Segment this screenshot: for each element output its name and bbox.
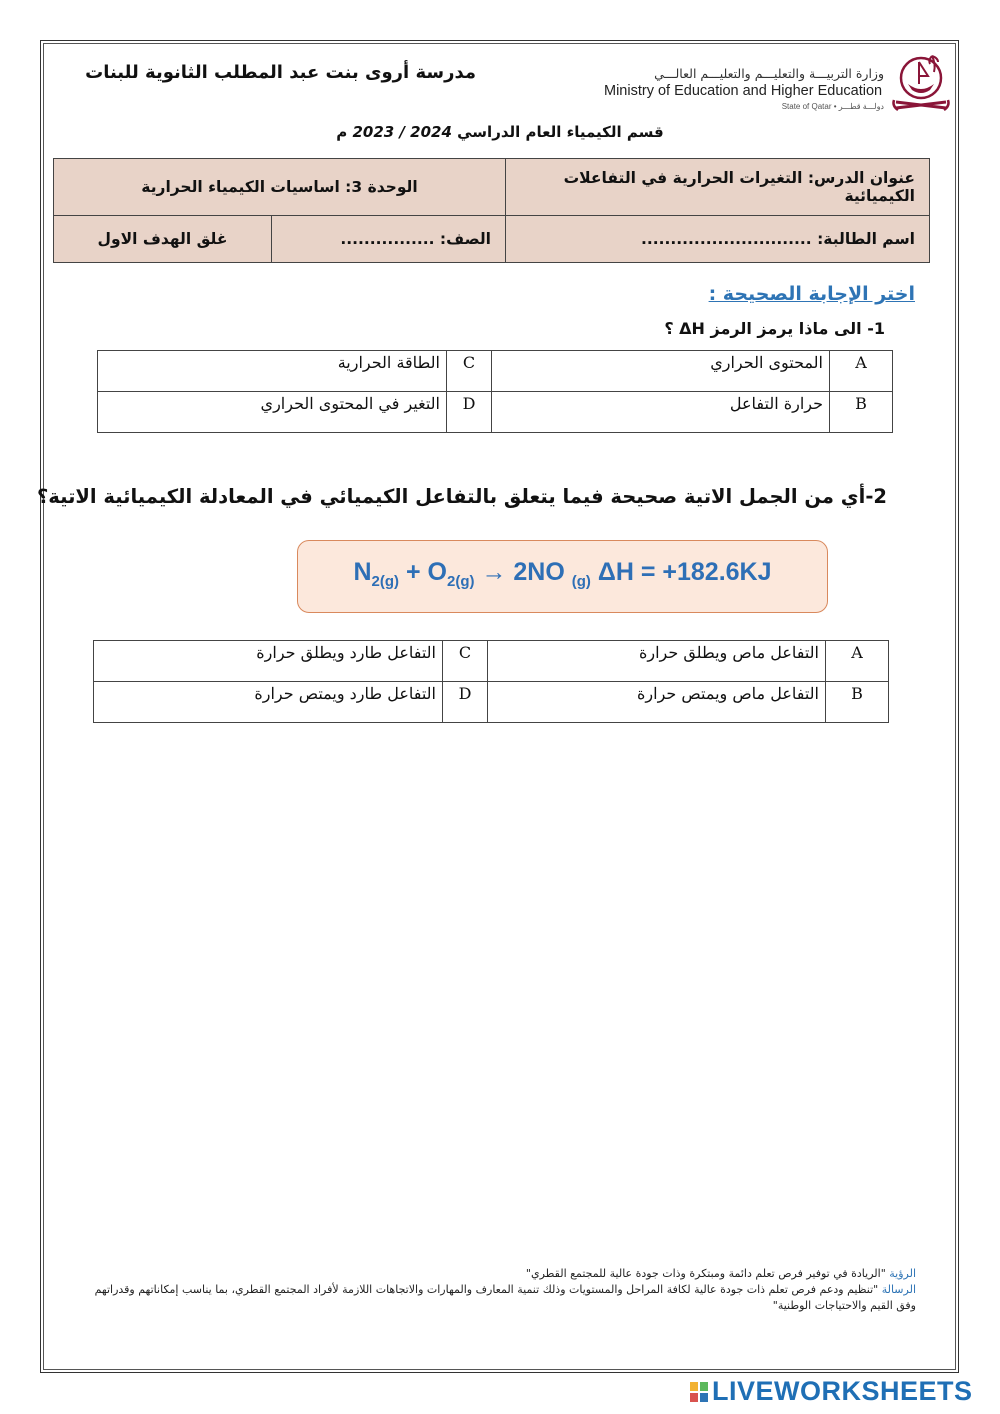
unit-title: الوحدة 3: اساسيات الكيمياء الحرارية [54,159,506,216]
ministry-name-ar: وزارة التربيـــة والتعليـــم والتعليـــم العالـــي [654,66,884,81]
option-letter: B [826,682,889,723]
year-suffix: م [336,123,348,141]
logo-square-3 [690,1393,698,1402]
vision-line [82,1266,916,1282]
logo-square-1 [690,1382,698,1391]
answer-option[interactable]: التفاعل ماص ويمتص حرارة [488,682,826,723]
class-field[interactable]: الصف: ................ [272,216,506,263]
qatar-emblem-icon [888,44,954,124]
answer-option[interactable]: حرارة التفاعل [492,392,830,433]
question-2-options [93,640,889,723]
vision-label: الرؤية [889,1267,916,1280]
liveworksheets-wordmark: LIVEWORKSHEETS [712,1376,973,1406]
option-letter: D [443,682,488,723]
option-letter: C [447,351,492,392]
liveworksheets-icon [690,1382,708,1402]
option-letter: A [826,641,889,682]
ministry-block [604,66,884,111]
mission-line [82,1282,916,1314]
answer-option[interactable]: الطاقة الحرارية [98,351,447,392]
reactant-n2: N [353,558,372,586]
answer-option[interactable]: التفاعل ماص ويطلق حرارة [488,641,826,682]
state-of-qatar: State of Qatar • دولـــة قطـــر [781,102,884,111]
logo-square-2 [700,1382,708,1391]
goal-label: غلق الهدف الاول [54,216,272,263]
vision-text: "الريادة في توفير فرص تعلم دائمة ومبتكرة وذات جودة عالية للمجتمع القطري" [525,1267,886,1280]
answer-option[interactable]: التفاعل طارد ويطلق حرارة [94,641,443,682]
reactant-o2-state: 2(g) [447,573,475,590]
option-letter: C [443,641,488,682]
reactant-o2: O [427,558,447,586]
mission-text: "تنظيم ودعم فرص تعلم ذات جودة عالية لكافة المراحل والمستويات وذلك تنمية المعارف والمهارات والاتجاهات اللازمة لأفراد المجتمع القطري، بما يناسب إمكاناتهم وقدراتهم وفق القيم والاحتياجات الوطنية" [94,1283,916,1312]
enthalpy-value: ΔH = +182.6KJ [597,558,772,586]
option-letter: A [830,351,893,392]
answer-option[interactable]: التغير في المحتوى الحراري [98,392,447,433]
answer-option[interactable]: المحتوى الحراري [492,351,830,392]
answer-option[interactable]: التفاعل طارد ويمتص حرارة [94,682,443,723]
school-name: مدرسة أروى بنت عبد المطلب الثانوية للبنات [85,62,476,83]
product-no: 2NO [513,558,565,586]
liveworksheets-logo[interactable] [690,1376,973,1407]
question-2: 2-أي من الجمل الاتية صحيحة فيما يتعلق بالتفاعل الكيميائي في المعادلة الكيميائية الاتية؟ [36,485,887,508]
mission-label: الرسالة [881,1283,916,1296]
option-letter: B [830,392,893,433]
chemical-equation [298,558,827,590]
chemical-equation-box [297,540,828,613]
footer [82,1266,916,1314]
reaction-arrow-icon: → [481,558,507,586]
plus-sign: + [405,558,421,586]
question-1: 1- الى ماذا يرمز الرمز ΔH ؟ [664,319,885,338]
lesson-info-table [53,158,930,263]
option-letter: D [447,392,492,433]
department-label: قسم الكيمياء العام الدراسي [457,123,664,141]
academic-year: 2023 / 2024 [352,123,452,141]
logo-square-4 [700,1393,708,1402]
lesson-title: عنوان الدرس: التغيرات الحرارية في التفاعلات الكيميائية [506,159,930,216]
department-line [0,123,1000,141]
product-state: (g) [571,573,591,590]
question-1-options [97,350,893,433]
ministry-name-en: Ministry of Education and Higher Education [604,83,883,99]
instruction-heading: اختر الإجابة الصحيحة : [708,283,915,305]
student-name-field[interactable]: اسم الطالبة: ............................. [506,216,930,263]
reactant-n2-state: 2(g) [371,573,400,590]
